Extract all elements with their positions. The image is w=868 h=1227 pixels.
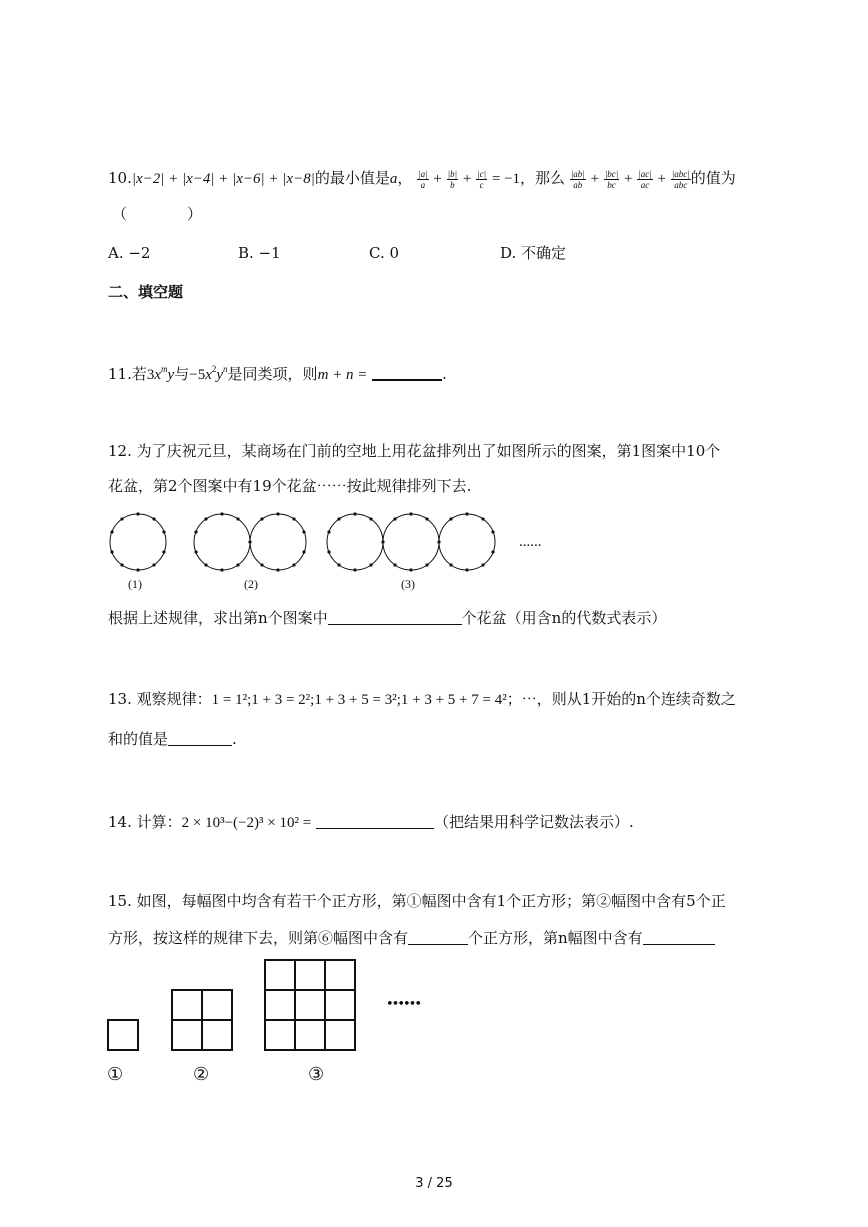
- section-title: 二、填空题: [108, 283, 184, 301]
- q15-answer-blank-1[interactable]: [408, 930, 468, 945]
- q11-line: [108, 364, 447, 385]
- q13-answer-blank[interactable]: [168, 731, 232, 746]
- figure1-square: [108, 1020, 138, 1050]
- q13-line2-end: .: [232, 730, 237, 748]
- q15-line2: [108, 928, 715, 948]
- q14-prefix: 14. 计算：: [108, 813, 182, 831]
- q12-line3: [108, 608, 666, 628]
- q10-var-a: a: [389, 171, 398, 187]
- q15-caption-2: ②: [193, 1064, 210, 1085]
- q10-comma: ，: [397, 169, 413, 187]
- q15-line2-prefix: 方形，按这样的规律下去，则第⑥幅图中含有: [108, 929, 409, 947]
- q15-dots: ••••••: [386, 997, 421, 1012]
- q11-sum: m + n =: [317, 367, 368, 383]
- q10-frac-bc: $\frac{|bc|}{bc}$: [604, 168, 619, 190]
- q12-answer-blank[interactable]: [328, 610, 462, 625]
- q15-caption-1: ①: [107, 1064, 124, 1085]
- pattern2-circle-a: [194, 514, 250, 570]
- q10-option-b: B. −1: [238, 244, 281, 262]
- q14-line: [108, 812, 634, 833]
- q10-line: 10.|x−2| + |x−4| + |x−6| + |x−8|的最小值是a， $\frac{|a|}{a}$ + $\frac{|b|}{b}$ + $\frac{|c|}{c}$ = −1，那么 $\frac{|ab|}{ab}$ + $\frac{|bc|}{bc}$ + $\frac{|ac|}{ac}$ + $\frac{\text{|abc|}}{\text{abc}}$ 的值为: [108, 168, 736, 190]
- q10-text3: 的值为: [690, 169, 736, 187]
- q10-abs-expression: |x−2| + |x−4| + |x−6| + |x−8|: [131, 171, 315, 187]
- q15-line1: 15. 如图，每幅图中均含有若干个正方形，第①幅图中含有1个正方形；第②幅图中含有5个正: [108, 892, 726, 910]
- q10-answer-paren: （ ）: [112, 205, 203, 223]
- q11-term2: $-5x^2y^n$: [189, 364, 228, 383]
- q10-text2: ，那么: [520, 169, 566, 187]
- pattern2-circle-b: [250, 514, 306, 570]
- pattern3-circle-b: [383, 514, 439, 570]
- q12-flowerpot-figure: [100, 508, 540, 578]
- q14-expression: 2 × 10³−(−2)³ × 10² =: [181, 815, 312, 831]
- q10-eq-rhs: = −1: [491, 171, 521, 187]
- q13-prefix: 13. 观察规律：: [108, 690, 212, 708]
- q15-caption-3: ③: [308, 1064, 325, 1085]
- q11-text1: 若: [131, 365, 147, 383]
- q10-frac-a: $\frac{|a|}{a}$: [418, 168, 428, 190]
- q12-caption-1: (1): [128, 577, 142, 591]
- q10-frac-c: $\frac{|c|}{c}$: [477, 168, 487, 190]
- figure3-grid: [265, 960, 355, 1050]
- q14-answer-blank[interactable]: [316, 814, 434, 829]
- q11-end: .: [442, 365, 447, 383]
- q10-frac-abc: $\frac{\text{|abc|}}{\text{abc}}$: [671, 168, 690, 190]
- q11-text3: 是同类项，则: [227, 365, 318, 383]
- q11-text2: 与: [174, 365, 190, 383]
- q12-caption-3: (3): [401, 577, 415, 591]
- q10-option-d: D. 不确定: [500, 244, 567, 262]
- q12-line3-suffix: 个花盆（用含n的代数式表示）: [461, 609, 667, 627]
- q15-line2-middle: 个正方形，第n幅图中含有: [468, 929, 643, 947]
- q10-number: 10.: [108, 169, 132, 187]
- pattern3-circle-c: [439, 514, 495, 570]
- q13-line2: [108, 729, 237, 749]
- q13-line2-prefix: 和的值是: [108, 730, 169, 748]
- q13-suffix: ；⋯，则从1开始的n个连续奇数之: [506, 690, 736, 708]
- q10-option-a: A. −2: [108, 244, 151, 262]
- q10-frac-ab: $\frac{|ab|}{ab}$: [570, 168, 585, 190]
- q12-line2: 花盆，第2个图案中有19个花盆⋯⋯按此规律排列下去.: [108, 477, 472, 495]
- q15-answer-blank-2[interactable]: [643, 930, 715, 945]
- q15-squares-figure: [106, 958, 366, 1058]
- q13-pattern: 1 = 1²;1 + 3 = 2²;1 + 3 + 5 = 3²;1 + 3 + 5 + 7 = 4²: [211, 692, 507, 708]
- q12-line3-prefix: 根据上述规律，求出第n个图案中: [108, 609, 328, 627]
- q12-line1: 12. 为了庆祝元旦，某商场在门前的空地上用花盆排列出了如图所示的图案，第1图案中10个: [108, 442, 721, 460]
- q12-ellipsis: ......: [519, 534, 542, 550]
- q10-frac-b: $\frac{|b|}{b}$: [447, 168, 458, 190]
- q10-text1: 的最小值是: [314, 169, 390, 187]
- flowerpot-dots: [110, 512, 494, 571]
- q11-answer-blank[interactable]: [372, 365, 442, 381]
- pattern3-circle-a: [327, 514, 383, 570]
- pattern1-circle: [110, 514, 166, 570]
- q12-caption-2: (2): [244, 577, 258, 591]
- q11-number: 11.: [108, 365, 132, 383]
- q10-option-c: C. 0: [369, 244, 400, 262]
- page-number: 3 / 25: [415, 1176, 453, 1191]
- q10-frac-ac: $\frac{|ac|}{ac}$: [638, 168, 652, 190]
- q14-suffix: （把结果用科学记数法表示）.: [433, 813, 634, 831]
- q11-term1: $3x^my$: [146, 364, 175, 383]
- q13-line1: [108, 689, 736, 710]
